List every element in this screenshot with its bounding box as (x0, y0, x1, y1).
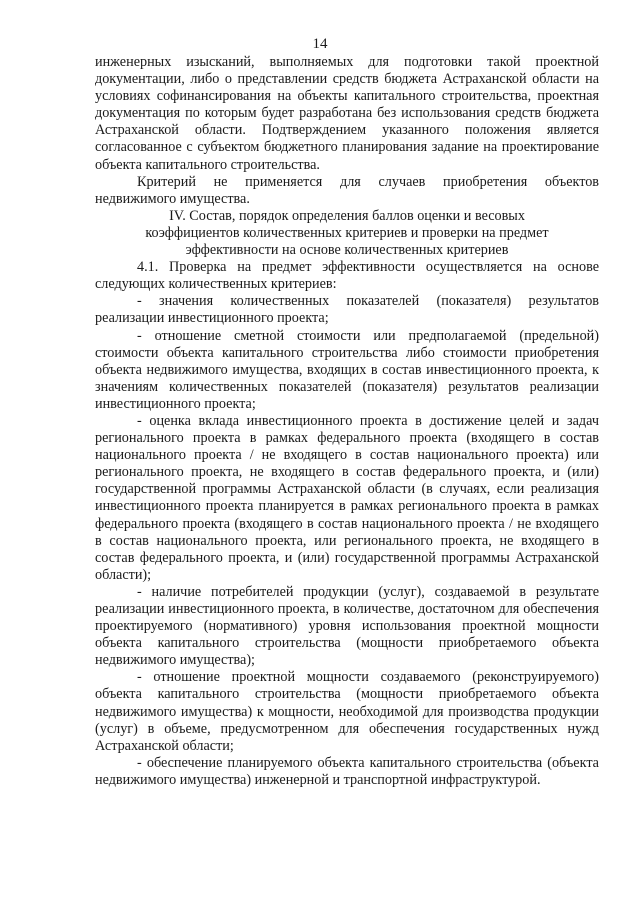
criteria-item: - обеспечение планируемого объекта капитального строительства (объекта недвижимого имущества) инженерной и транспортной инфраструктурой. (95, 754, 599, 788)
document-body (95, 54, 599, 789)
section-heading-line: коэффициентов количественных критериев и проверки на предмет (145, 224, 549, 241)
criteria-item: - значения количественных показателей (показателя) результатов реализации инвестиционного проекта; (95, 293, 599, 327)
section-heading-line: IV. Состав, порядок определения баллов оценки и весовых (169, 207, 525, 224)
criteria-item: - отношение сметной стоимости или предполагаемой (предельной) стоимости объекта капитального строительства либо стоимости приобретения объекта недвижимого имущества, входящих в состав инвестиционного проекта, к значениям количественных показателей (показателя) результатов реализации инвестиционного проекта; (95, 327, 599, 412)
criteria-item: - наличие потребителей продукции (услуг), создаваемой в результате реализации инвестиционного проекта, в количестве, достаточном для обеспечения проектируемого (нормативного) уровня использования проектной мощности объекта капитального строительства (мощности приобретаемого объекта недвижимого имущества); (95, 583, 599, 669)
clause-4-1: 4.1. Проверка на предмет эффективности осуществляется на основе следующих количественных критериев: (95, 259, 599, 293)
section-heading (95, 208, 599, 259)
criteria-item: - отношение проектной мощности создаваемого (реконструируемого) объекта капитального строительства (мощности приобретаемого объекта недвижимого имущества) к мощности, необходимой для производства продукции (услуг) в объеме, предусмотренном для обеспечения государственных нужд Астраханской области; (95, 669, 599, 754)
criteria-item: - оценка вклада инвестиционного проекта в достижение целей и задач регионального проекта в рамках федерального проекта (входящего в состав национального проекта / не входящего в состав национального проекта) или регионального проекта, не входящего в состав федерального проекта, и (или) государственной программы Астраханской области (в случаях, если реализация инвестиционного проекта планируется в рамках регионального проекта в рамках федерального проекта (входящего в состав национального проекта / не входящего в состав национального проекта, или регионального проекта, не входящего в состав федерального проекта, и (или) государственной программы Астраханской области); (95, 412, 599, 583)
paragraph-continuation: инженерных изысканий, выполняемых для подготовки такой проектной документации, либо о представлении средств бюджета Астраханской области на условиях софинансирования на объекты капитального строительства, проектная документация по которым будет разработана без использования средств бюджета Астраханской области. Подтверждением указанного положения является согласованное с субъектом бюджетного планирования задание на проектирование объекта капитального строительства. (95, 54, 599, 173)
paragraph-criterion-note: Критерий не применяется для случаев приобретения объектов недвижимого имущества. (95, 173, 599, 207)
section-heading-line: эффективности на основе количественных критериев (185, 242, 509, 259)
page-number: 14 (312, 36, 328, 52)
criteria-list (95, 293, 599, 789)
